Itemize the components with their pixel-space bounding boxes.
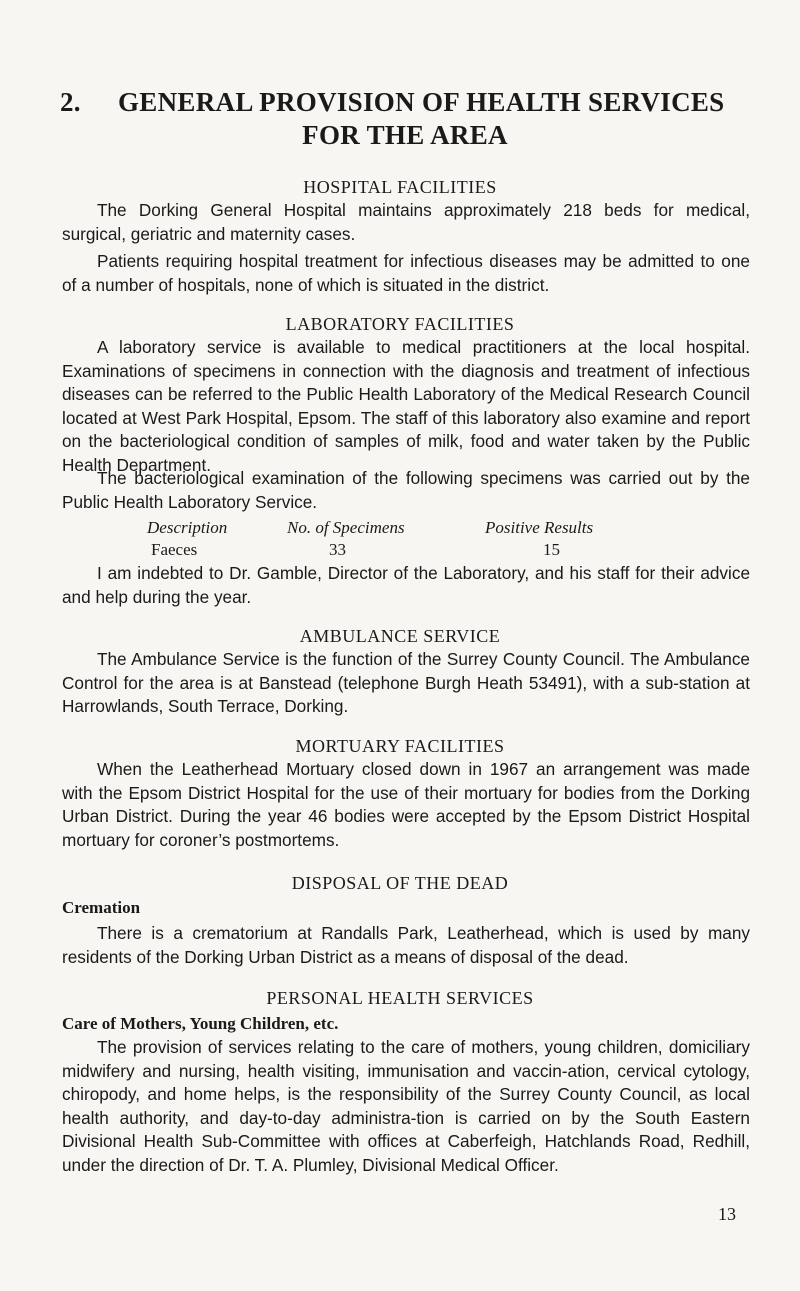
cell-specimens: 33 bbox=[329, 540, 346, 559]
care-of-mothers-subheading: Care of Mothers, Young Children, etc. bbox=[62, 1014, 339, 1033]
laboratory-paragraph-1: A laboratory service is available to medical practitioners at the local hospital. Examinations of specimens in connection with the diagnosis and treatment of infectious diseases can be referred to the Public Health Laboratory of the Medical Research Council located at West Park Hospital, Epsom. The staff of this laboratory also examine and report on the bacteriological condition of samples of milk, food and water taken by the Public Health Department. bbox=[62, 337, 750, 475]
column-header-positive: Positive Results bbox=[485, 518, 594, 537]
laboratory-paragraph-3: I am indebted to Dr. Gamble, Director of the Laboratory, and his staff for their advice and help during the year. bbox=[62, 563, 750, 607]
section-number: 2. bbox=[60, 87, 81, 117]
laboratory-paragraph-2: The bacteriological examination of the following specimens was carried out by the Public Health Laboratory Service. bbox=[62, 468, 750, 512]
personal-health-paragraph-1: The provision of services relating to the care of mothers, young children, domiciliary midwifery and nursing, health visiting, immunisation and vaccin-ation, cervical cytology, chiropody, and home helps, is the responsibility of the Surrey County Council, as local health authority, and day-to-day administra-tion is carried on by the South Eastern Divisional Health Sub-Committee with offices at Caberfeigh, Hatchlands Road, Redhill, under the direction of Dr. T. A. Plumley, Divisional Medical Officer. bbox=[62, 1037, 750, 1175]
ambulance-paragraph-1: The Ambulance Service is the function of the Surrey County Council. The Ambulance Control for the area is at Banstead (telephone Burgh Heath 53491), with a sub-station at Harrowlands, South Terrace, Dorking. bbox=[62, 649, 750, 717]
column-header-specimens: No. of Specimens bbox=[287, 518, 405, 537]
hospital-paragraph-1: The Dorking General Hospital maintains approximately 218 beds for medical, surgical, geriatric and maternity cases. bbox=[62, 200, 750, 244]
cell-positive: 15 bbox=[543, 540, 560, 559]
title-line-1: GENERAL PROVISION OF HEALTH SERVICES bbox=[118, 87, 725, 117]
column-header-description: Description bbox=[147, 518, 228, 537]
disposal-heading: DISPOSAL OF THE DEAD bbox=[291, 873, 509, 893]
mortuary-paragraph-1: When the Leatherhead Mortuary closed down in 1967 an arrangement was made with the Epsom District Hospital for the use of their mortuary for bodies from the Dorking Urban District. During the year 46 bodies were accepted by the Epsom District Hospital mortuary for coroner’s postmortems. bbox=[62, 759, 750, 850]
specimen-table bbox=[0, 518, 800, 568]
laboratory-heading: LABORATORY FACILITIES bbox=[285, 314, 515, 334]
personal-health-heading: PERSONAL HEALTH SERVICES bbox=[266, 988, 534, 1008]
ambulance-heading: AMBULANCE SERVICE bbox=[299, 626, 501, 646]
cremation-subheading: Cremation bbox=[62, 898, 141, 917]
page-number: 13 bbox=[718, 1204, 736, 1224]
hospital-paragraph-2: Patients requiring hospital treatment for infectious diseases may be admitted to one of a number of hospitals, none of which is situated in the district. bbox=[62, 251, 750, 295]
disposal-paragraph-1: There is a crematorium at Randalls Park, Leatherhead, which is used by many residents of the Dorking Urban District as a means of disposal of the dead. bbox=[62, 923, 750, 967]
hospital-heading: HOSPITAL FACILITIES bbox=[303, 177, 497, 197]
title-line-2: FOR THE AREA bbox=[302, 120, 508, 150]
mortuary-heading: MORTUARY FACILITIES bbox=[295, 736, 505, 756]
cell-description: Faeces bbox=[151, 540, 198, 559]
